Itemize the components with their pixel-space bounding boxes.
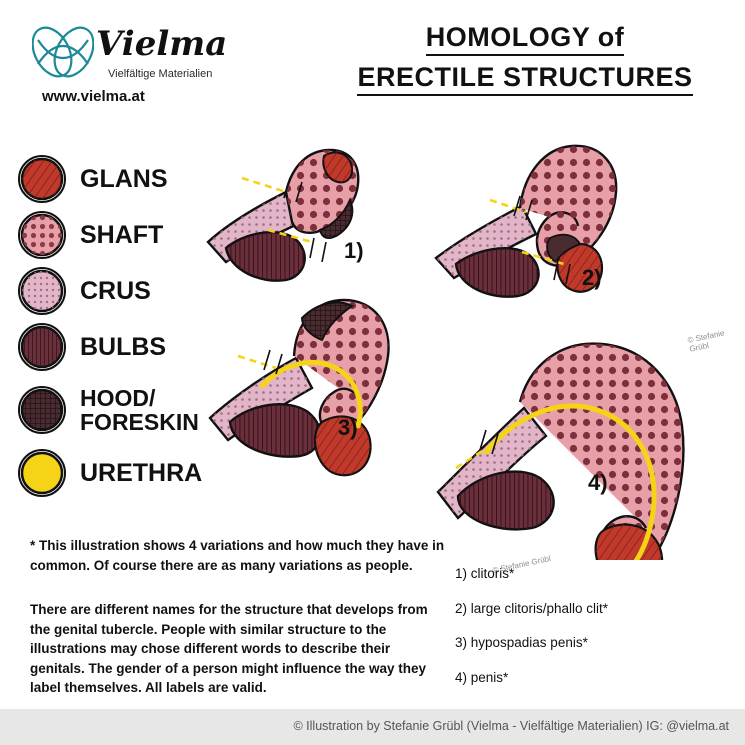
figure-number-1: 1) — [344, 238, 364, 263]
key-item-1: 1) clitoris* — [455, 566, 515, 581]
figure-4 — [438, 344, 683, 560]
figure-key-list — [455, 567, 725, 705]
brand-url: www.vielma.at — [42, 88, 145, 105]
brand-logo — [24, 18, 244, 108]
legend-label-shaft: SHAFT — [80, 220, 164, 249]
page-title — [330, 22, 720, 96]
bulbs-swatch-icon — [18, 323, 66, 371]
key-item-4: 4) penis* — [455, 669, 509, 685]
watermark-2: © Stefanie Grübl — [491, 553, 552, 576]
legend-label-crus: CRUS — [80, 276, 151, 305]
legend-label-hood-line1: HOOD/ — [80, 384, 156, 411]
figure-1 — [208, 150, 358, 281]
title-line-1: HOMOLOGY of — [426, 22, 625, 56]
footer-credit: © Illustration by Stefanie Grübl (Vielma - Vielfältige Materialien) IG: @vielma.at — [293, 719, 729, 733]
hood-swatch-icon — [18, 386, 66, 434]
note-naming: There are different names for the structure that develops from the genital tubercle. People with similar structure to the illustrations may chose different words to describe their genitals. The gender of a person might influence the way they label themselves. All labels are valid. — [30, 602, 428, 696]
shaft-swatch-icon — [18, 211, 66, 259]
title-line-2: ERECTILE STRUCTURES — [357, 62, 692, 96]
figure-3 — [210, 300, 389, 475]
figure-number-3: 3) — [338, 415, 358, 440]
glans-swatch-icon — [18, 155, 66, 203]
brand-tagline: Vielfältige Materialien — [108, 68, 213, 80]
crus-swatch-icon — [18, 267, 66, 315]
anatomy-illustrations — [190, 130, 745, 560]
key-item-3: 3) hypospadias penis* — [455, 635, 588, 650]
footer-bar — [0, 709, 745, 745]
watermark-1: © Stefanie Grübl — [686, 328, 726, 354]
brand-name: Vielma — [96, 24, 228, 64]
note-variations: * This illustration shows 4 variations and how much they have in common. Of course there are as many variations as people. — [30, 538, 445, 573]
legend-label-hood — [80, 386, 199, 434]
figure-number-4: 4) — [588, 470, 608, 495]
legend-label-glans: GLANS — [80, 164, 168, 193]
legend-label-hood-line2: FORESKIN — [80, 409, 199, 435]
urethra-swatch-icon — [18, 449, 66, 497]
key-item-2: 2) large clitoris/phallo clit* — [455, 600, 609, 616]
figure-number-2: 2) — [582, 265, 602, 290]
legend-label-urethra: URETHRA — [80, 458, 203, 487]
legend-label-bulbs: BULBS — [80, 332, 167, 361]
infinity-knot-icon — [32, 22, 94, 82]
